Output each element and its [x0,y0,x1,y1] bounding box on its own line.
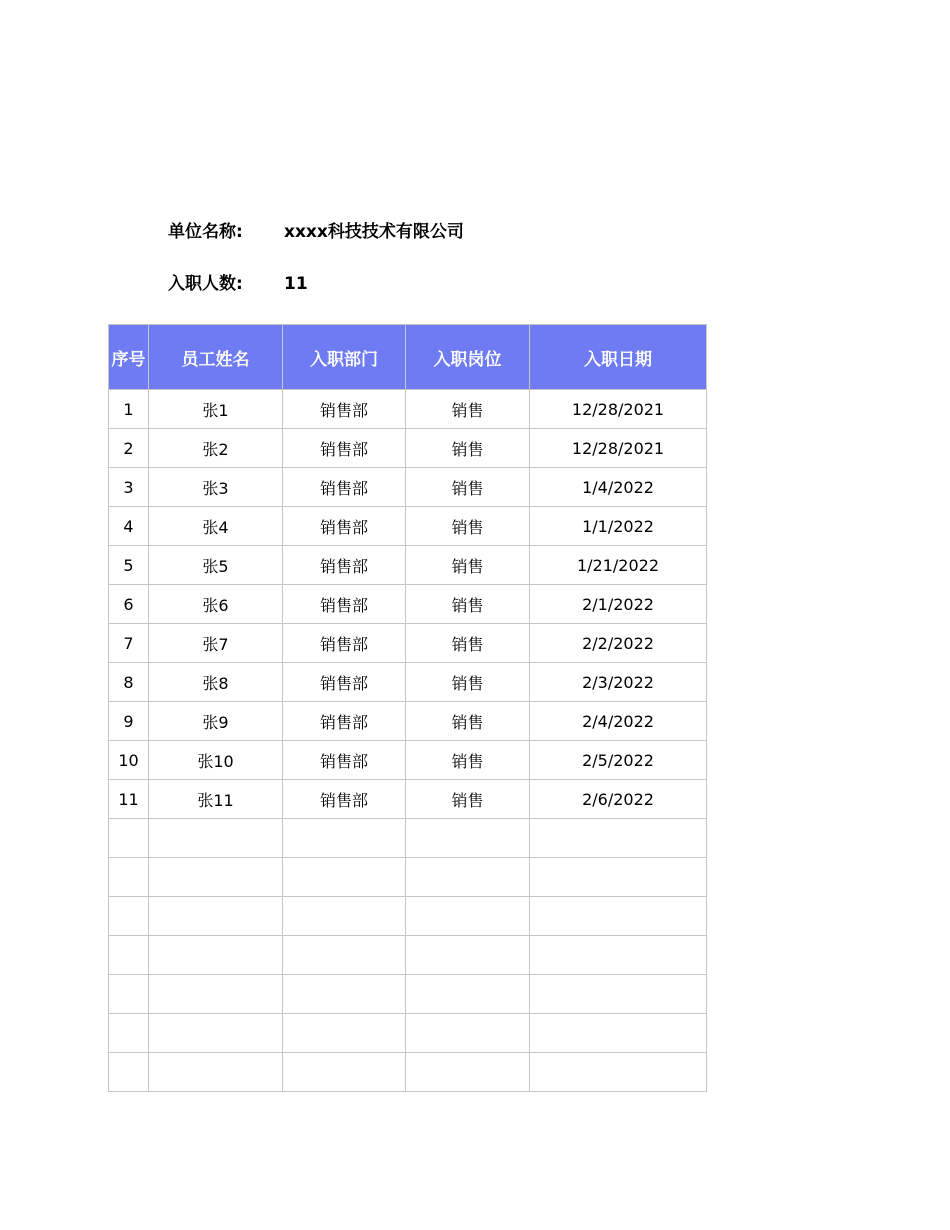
cell-position: 销售 [406,780,530,819]
cell-index: 8 [109,663,149,702]
headcount-value: 11 [284,274,308,294]
cell-department [283,1053,406,1092]
cell-department: 销售部 [283,624,406,663]
cell-index [109,897,149,936]
table-row [109,585,707,624]
cell-index [109,936,149,975]
table-row [109,429,707,468]
cell-start-date [530,858,707,897]
cell-position: 销售 [406,624,530,663]
cell-start-date: 2/3/2022 [530,663,707,702]
cell-position: 销售 [406,390,530,429]
cell-index [109,975,149,1014]
cell-department: 销售部 [283,741,406,780]
cell-start-date: 2/1/2022 [530,585,707,624]
cell-employee-name: 张11 [149,780,283,819]
header-position: 入职岗位 [406,325,530,390]
company-name-label: 单位名称: [168,222,243,242]
table-row [109,741,707,780]
header-department: 入职部门 [283,325,406,390]
cell-department: 销售部 [283,702,406,741]
company-name-value: xxxx科技技术有限公司 [284,222,464,242]
table-row [109,624,707,663]
onboarding-table [108,324,707,1092]
cell-department: 销售部 [283,468,406,507]
cell-department: 销售部 [283,429,406,468]
cell-index: 7 [109,624,149,663]
cell-employee-name [149,897,283,936]
cell-department: 销售部 [283,390,406,429]
cell-department: 销售部 [283,780,406,819]
cell-index: 2 [109,429,149,468]
cell-department: 销售部 [283,663,406,702]
cell-position [406,1053,530,1092]
cell-start-date: 12/28/2021 [530,390,707,429]
cell-index [109,858,149,897]
cell-employee-name: 张5 [149,546,283,585]
cell-employee-name: 张9 [149,702,283,741]
cell-index: 11 [109,780,149,819]
cell-index [109,1053,149,1092]
cell-index: 3 [109,468,149,507]
cell-index: 1 [109,390,149,429]
table-row [109,702,707,741]
cell-position: 销售 [406,585,530,624]
cell-department: 销售部 [283,507,406,546]
cell-department [283,1014,406,1053]
cell-employee-name: 张8 [149,663,283,702]
cell-employee-name [149,858,283,897]
cell-employee-name [149,1053,283,1092]
cell-start-date [530,936,707,975]
cell-start-date [530,975,707,1014]
cell-department: 销售部 [283,585,406,624]
table-row [109,975,707,1014]
cell-start-date: 1/1/2022 [530,507,707,546]
table-row [109,936,707,975]
cell-position [406,858,530,897]
cell-employee-name: 张4 [149,507,283,546]
table-header-row [109,325,707,390]
header-index: 序号 [109,325,149,390]
cell-index [109,1014,149,1053]
cell-employee-name: 张7 [149,624,283,663]
cell-position [406,936,530,975]
cell-index: 4 [109,507,149,546]
cell-position: 销售 [406,741,530,780]
table-row [109,546,707,585]
cell-employee-name [149,1014,283,1053]
cell-position: 销售 [406,702,530,741]
cell-start-date: 1/21/2022 [530,546,707,585]
table-row [109,468,707,507]
cell-start-date [530,897,707,936]
cell-index: 6 [109,585,149,624]
cell-employee-name: 张2 [149,429,283,468]
table-row [109,858,707,897]
table-row [109,897,707,936]
cell-department [283,936,406,975]
header-start-date: 入职日期 [530,325,707,390]
cell-department [283,819,406,858]
table-row [109,819,707,858]
cell-department [283,858,406,897]
cell-position: 销售 [406,468,530,507]
cell-employee-name: 张3 [149,468,283,507]
cell-position: 销售 [406,663,530,702]
cell-employee-name [149,819,283,858]
table-row [109,1053,707,1092]
cell-start-date [530,1014,707,1053]
cell-start-date: 1/4/2022 [530,468,707,507]
cell-position: 销售 [406,429,530,468]
cell-index [109,819,149,858]
cell-department: 销售部 [283,546,406,585]
cell-employee-name: 张1 [149,390,283,429]
cell-department [283,975,406,1014]
cell-start-date [530,819,707,858]
header-employee-name: 员工姓名 [149,325,283,390]
cell-department [283,897,406,936]
cell-employee-name: 张10 [149,741,283,780]
cell-position [406,975,530,1014]
table-body [109,390,707,1092]
cell-start-date: 12/28/2021 [530,429,707,468]
cell-employee-name: 张6 [149,585,283,624]
cell-position: 销售 [406,507,530,546]
cell-index: 9 [109,702,149,741]
cell-index: 5 [109,546,149,585]
cell-position [406,897,530,936]
cell-start-date: 2/6/2022 [530,780,707,819]
cell-start-date: 2/5/2022 [530,741,707,780]
cell-start-date [530,1053,707,1092]
cell-position: 销售 [406,546,530,585]
table-row [109,780,707,819]
table-row [109,1014,707,1053]
table-row [109,507,707,546]
table-row [109,390,707,429]
cell-start-date: 2/2/2022 [530,624,707,663]
table-row [109,663,707,702]
cell-index: 10 [109,741,149,780]
cell-position [406,1014,530,1053]
headcount-label: 入职人数: [168,274,243,294]
cell-start-date: 2/4/2022 [530,702,707,741]
cell-employee-name [149,936,283,975]
cell-employee-name [149,975,283,1014]
cell-position [406,819,530,858]
